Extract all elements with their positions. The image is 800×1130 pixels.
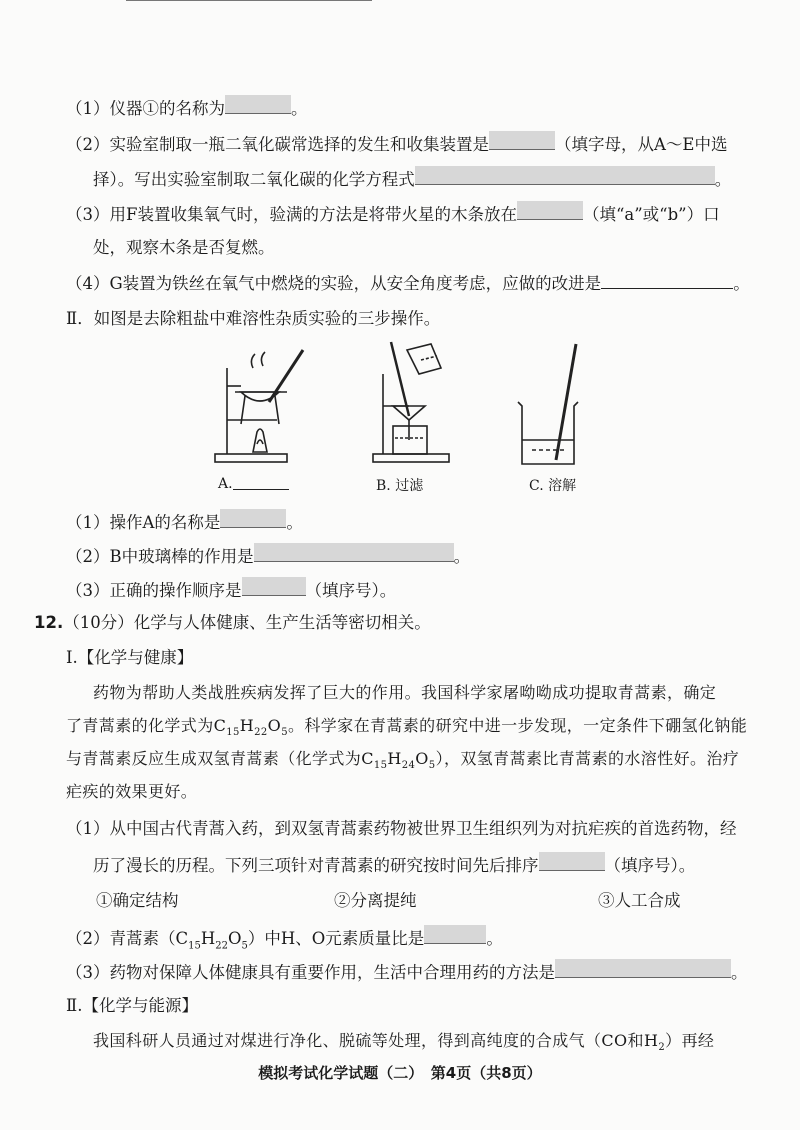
section-2-question-3: （3）正确的操作顺序是 （填序号）。: [66, 577, 396, 603]
answer-blank: [242, 577, 306, 596]
answer-blank: [555, 959, 731, 978]
question-1-line: （1）仪器①的名称为 。: [66, 95, 308, 121]
option-3: ③人工合成: [598, 891, 681, 910]
paragraph-2-line-1: 我国科研人员通过对煤进行净化、脱硫等处理，得到高纯度的合成气（CO和$H_2$）再经: [93, 1031, 715, 1054]
part-2-heading: Ⅱ.【化学与能源】: [66, 996, 198, 1015]
header-rule: [126, 0, 372, 1]
paragraph-1-line-2: 了青蒿素的化学式为$C_{15}H_{22}O_5$。科学家在青蒿素的研究中进一步发现，一定条件下硼氢化钠能: [66, 716, 748, 739]
q12-question-1-line-2: 历了漫长的历程。下列三项针对青蒿素的研究按时间先后排序 （填序号）。: [93, 852, 695, 878]
answer-blank: [539, 852, 605, 871]
dissolving-apparatus-figure: [510, 340, 590, 470]
evaporation-apparatus-figure: [205, 340, 305, 470]
q12-question-2: （2）青蒿素$(C_{15}H_{22}O_5)$中H、O元素质量比是 。: [66, 925, 503, 958]
section-2-question-1: （1）操作A的名称是 。: [66, 509, 303, 535]
paragraph-1-line-4: 疟疾的效果更好。: [66, 782, 198, 801]
question-12-title: 12.（10分）化学与人体健康、生产生活等密切相关。: [34, 613, 431, 632]
question-2-line-1: （2）实验室制取一瓶二氧化碳常选择的发生和收集装置是 （填字母，从A～E中选: [66, 131, 727, 157]
answer-blank: [489, 131, 555, 150]
caption-c: C. 溶解: [529, 478, 577, 494]
question-3-line-1: （3）用F装置收集氧气时，验满的方法是将带火星的木条放在 （填“a”或“b”）口: [66, 201, 720, 227]
answer-blank: [601, 272, 733, 289]
part-1-heading: Ⅰ.【化学与健康】: [66, 648, 194, 667]
answer-blank: [424, 925, 486, 944]
caption-b: B. 过滤: [376, 478, 424, 494]
caption-a: A.: [218, 475, 289, 492]
page-footer: 模拟考试化学试题（二） 第4页（共8页）: [258, 1064, 542, 1082]
caption-blank: [233, 475, 289, 490]
filtration-apparatus-figure: [365, 340, 465, 470]
answer-blank: [517, 201, 583, 220]
q12-question-1-line-1: （1）从中国古代青蒿入药，到双氢青蒿素药物被世界卫生组织列为对抗疟疾的首选药物，经: [66, 819, 737, 838]
q12-question-3: （3）药物对保障人体健康具有重要作用，生活中合理用药的方法是 。: [66, 959, 748, 985]
option-2: ②分离提纯: [334, 891, 417, 910]
paragraph-1-line-3: 与青蒿素反应生成双氢青蒿素（化学式为$C_{15}H_{24}O_5$），双氢青蒿素比青蒿素的水溶性好。治疗: [66, 749, 740, 772]
section-2-question-2: （2）B中玻璃棒的作用是 。: [66, 543, 470, 569]
answer-blank: [220, 509, 286, 528]
answer-blank: [254, 543, 454, 562]
answer-blank: [415, 166, 715, 185]
question-2-line-2: 择）。写出实验室制取二氧化碳的化学方程式 。: [93, 166, 731, 192]
answer-blank: [225, 95, 291, 114]
option-1: ①确定结构: [96, 891, 179, 910]
section-2-intro: Ⅱ．如图是去除粗盐中难溶性杂质实验的三步操作。: [66, 309, 441, 328]
question-4-line: （4）G装置为铁丝在氧气中燃烧的实验，从安全角度考虑，应做的改进是 。: [66, 274, 750, 293]
paragraph-1-line-1: 药物为帮助人类战胜疾病发挥了巨大的作用。我国科学家屠呦呦成功提取青蒿素，确定: [93, 683, 717, 702]
question-3-line-2: 处，观察木条是否复燃。: [93, 238, 275, 257]
